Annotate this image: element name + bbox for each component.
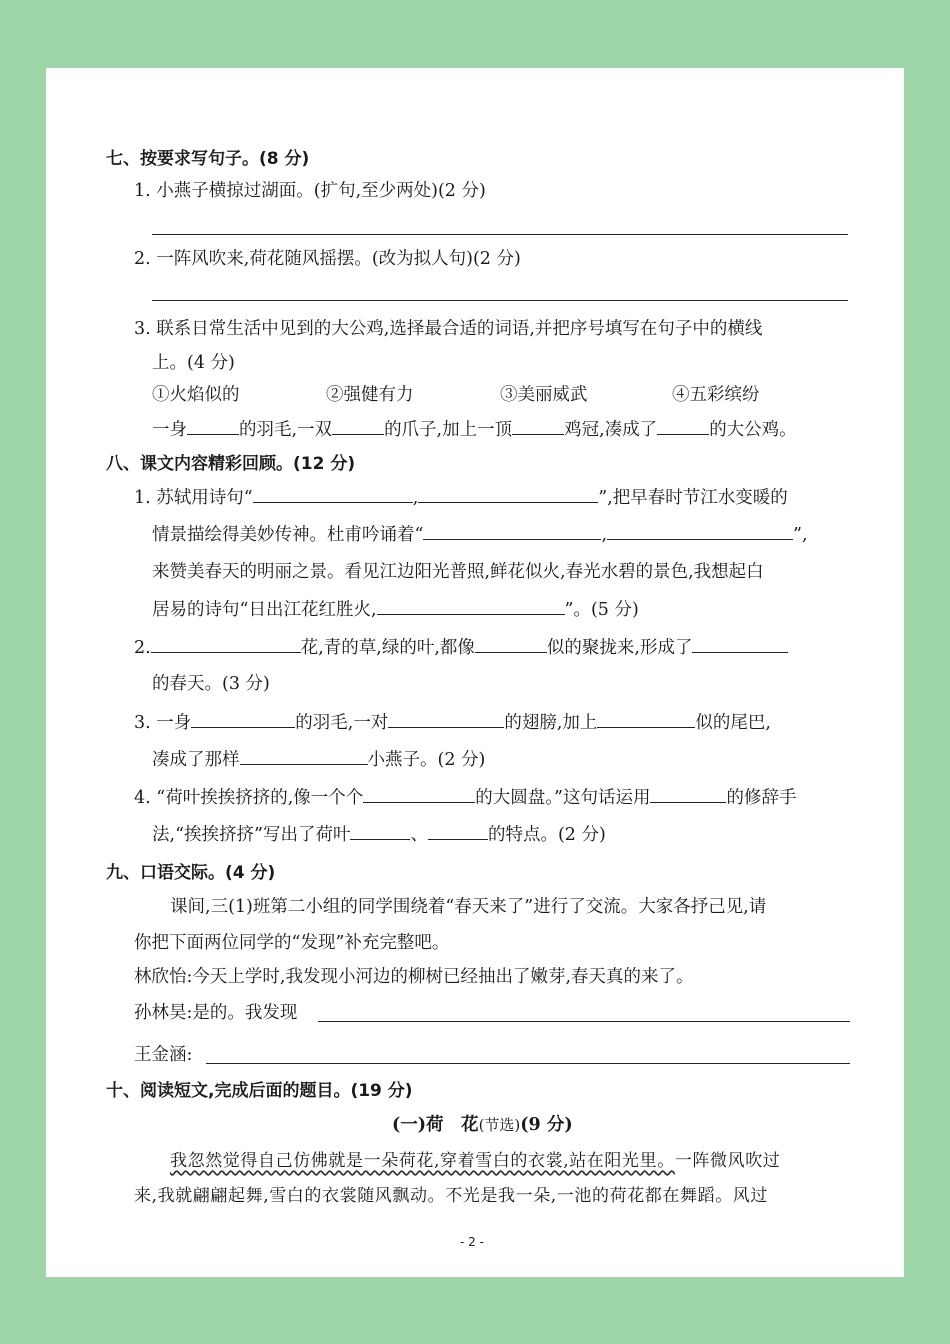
s8-q1-blank-2[interactable]: [418, 486, 598, 503]
s8-q1-text-f: ”。(5 分): [564, 600, 639, 620]
s8-q3-text-b: 的羽毛,一对: [295, 713, 389, 733]
section-9-title: 九、口语交际。(4 分): [106, 863, 276, 883]
s7-option-3: ③美丽威武: [500, 385, 588, 405]
s8-q1-text-c: 情景描绘得美妙传神。杜甫吟诵着“: [152, 525, 424, 545]
s9-paragraph-line1: 课间,三(1)班第二小组的同学围绕着“春天来了”进行了交流。大家各抒己见,请: [170, 897, 767, 917]
s8-q1-comma: ,: [412, 488, 419, 508]
s8-q2-blank-2[interactable]: [475, 636, 547, 653]
s7-answer-line-1[interactable]: [152, 234, 848, 235]
s9-dialog-wang: 王金涵:: [134, 1045, 193, 1065]
s7-question-3-line2: 上。(4 分): [152, 353, 235, 373]
s8-q4-blank-2[interactable]: [650, 786, 726, 803]
s8-q1-text-b: ”,把早春时节江水变暖的: [598, 488, 788, 508]
s8-q1-line3: 来赞美春天的明丽之景。看见江边阳光普照,鲜花似火,春光水碧的景色,我想起白: [152, 562, 764, 582]
section-8-title: 八、课文内容精彩回顾。(12 分): [106, 454, 356, 474]
s8-q3-blank-2[interactable]: [388, 711, 504, 728]
s7-fill-sentence: [152, 418, 797, 441]
s8-q4-text-c: 的修辞手: [726, 788, 797, 808]
s8-q2-blank-1[interactable]: [151, 636, 301, 653]
section-10-title: 十、阅读短文,完成后面的题目。(19 分): [106, 1081, 413, 1101]
s8-q4-text-b: 的大圆盘。”这句话运用: [475, 788, 651, 808]
s8-q3-text-d: 似的尾巴,: [695, 713, 771, 733]
s8-q4-blank-4[interactable]: [428, 823, 488, 840]
s8-q3-blank-1[interactable]: [191, 711, 295, 728]
s10-reading-line2: 来,我就翩翩起舞,雪白的衣裳随风飘动。不光是我一朵,一池的荷花都在舞蹈。风过: [134, 1186, 769, 1206]
s8-q2-text-b: 似的聚拢来,形成了: [546, 638, 693, 658]
section-7-title: 七、按要求写句子。(8 分): [106, 149, 310, 169]
s8-q4-line2: [152, 823, 606, 846]
s10-subtitle: [392, 1114, 573, 1136]
s7-answer-line-2[interactable]: [152, 300, 848, 301]
s8-q1-blank-3[interactable]: [423, 523, 601, 540]
s8-q4-text-d: 法,“挨挨挤挤”写出了荷叶: [152, 825, 351, 845]
s8-q2-text-a: 花,青的草,绿的叶,都像: [300, 638, 475, 658]
s8-q4-blank-1[interactable]: [363, 786, 475, 803]
s10-reading-underlined: 我忽然觉得自己仿佛就是一朵荷花,穿着雪白的衣裳,站在阳光里。: [170, 1151, 675, 1171]
s8-q4-text-f: 的特点。(2 分): [487, 825, 606, 845]
s8-q3-blank-3[interactable]: [597, 711, 695, 728]
s8-q1-line4: [152, 598, 639, 621]
s7-blank-2[interactable]: [332, 418, 384, 435]
s8-q3-text-c: 的翅膀,加上: [504, 713, 598, 733]
s9-dialog-lin: 林欣怡:今天上学时,我发现小河边的柳树已经抽出了嫩芽,春天真的来了。: [134, 967, 694, 987]
s8-q1-line1: [134, 486, 788, 509]
s8-q2-line1: [134, 636, 788, 659]
s7-fill-text-5: 的大公鸡。: [709, 420, 797, 440]
s9-answer-line-wang[interactable]: [206, 1063, 850, 1064]
s8-q2-number: 2.: [134, 638, 151, 658]
s7-fill-text-2: 的羽毛,一双: [239, 420, 333, 440]
s7-option-1: ①火焰似的: [152, 385, 240, 405]
s7-question-1: 1. 小燕子横掠过湖面。(扩句,至少两处)(2 分): [134, 181, 486, 201]
s8-q1-text-e: 居易的诗句“日出江花红胜火,: [152, 600, 377, 620]
s8-q3-text-e: 凑成了那样: [152, 750, 240, 770]
s8-q3-text-f: 小燕子。(2 分): [367, 750, 486, 770]
s8-q3-blank-4[interactable]: [240, 748, 368, 765]
s8-q2-line2: 的春天。(3 分): [152, 674, 270, 694]
s8-q1-blank-4[interactable]: [607, 523, 793, 540]
s10-reading-line1: [170, 1150, 780, 1172]
s7-fill-text-1: 一身: [152, 420, 187, 440]
s7-blank-1[interactable]: [187, 418, 239, 435]
s8-q3-line2: [152, 748, 485, 771]
s8-q4-blank-3[interactable]: [350, 823, 410, 840]
s7-blank-3[interactable]: [512, 418, 564, 435]
s8-q2-blank-3[interactable]: [692, 636, 788, 653]
s10-reading-rest: 一阵微风吹过: [674, 1151, 781, 1171]
s9-paragraph-line2: 你把下面两位同学的“发现”补充完整吧。: [134, 933, 450, 953]
s7-fill-text-3: 的爪子,加上一顶: [384, 420, 513, 440]
s8-q1-line2: [152, 523, 808, 546]
s7-option-4: ④五彩缤纷: [672, 385, 760, 405]
s8-q4-text-a: 4. “荷叶挨挨挤挤的,像一个个: [134, 788, 364, 808]
s10-subtitle-text: (一)荷 花: [392, 1115, 479, 1135]
s9-answer-line-sun[interactable]: [318, 1021, 850, 1022]
page-number: - 2 -: [460, 1235, 484, 1249]
s10-subtitle-note: (节选): [478, 1116, 521, 1134]
s8-q1-text-d: ”,: [793, 525, 808, 545]
exam-page: [46, 68, 904, 1277]
s7-fill-text-4: 鸡冠,凑成了: [564, 420, 658, 440]
s8-q3-line1: [134, 711, 771, 734]
s9-dialog-sun: 孙林昊:是的。我发现: [134, 1003, 298, 1023]
s7-blank-4[interactable]: [657, 418, 709, 435]
s8-q1-blank-1[interactable]: [253, 486, 413, 503]
s8-q1-blank-5[interactable]: [377, 598, 565, 615]
s8-q4-line1: [134, 786, 796, 809]
s8-q3-text-a: 3. 一身: [134, 713, 192, 733]
s7-option-2: ②强健有力: [326, 385, 414, 405]
s8-q1-text-a: 1. 苏轼用诗句“: [134, 488, 253, 508]
s8-q1-comma-2: ,: [601, 525, 608, 545]
s10-subtitle-score: (9 分): [520, 1115, 573, 1135]
s8-q4-text-e: 、: [410, 825, 428, 845]
s7-question-2: 2. 一阵风吹来,荷花随风摇摆。(改为拟人句)(2 分): [134, 249, 521, 269]
s7-question-3-line1: 3. 联系日常生活中见到的大公鸡,选择最合适的词语,并把序号填写在句子中的横线: [134, 319, 763, 339]
